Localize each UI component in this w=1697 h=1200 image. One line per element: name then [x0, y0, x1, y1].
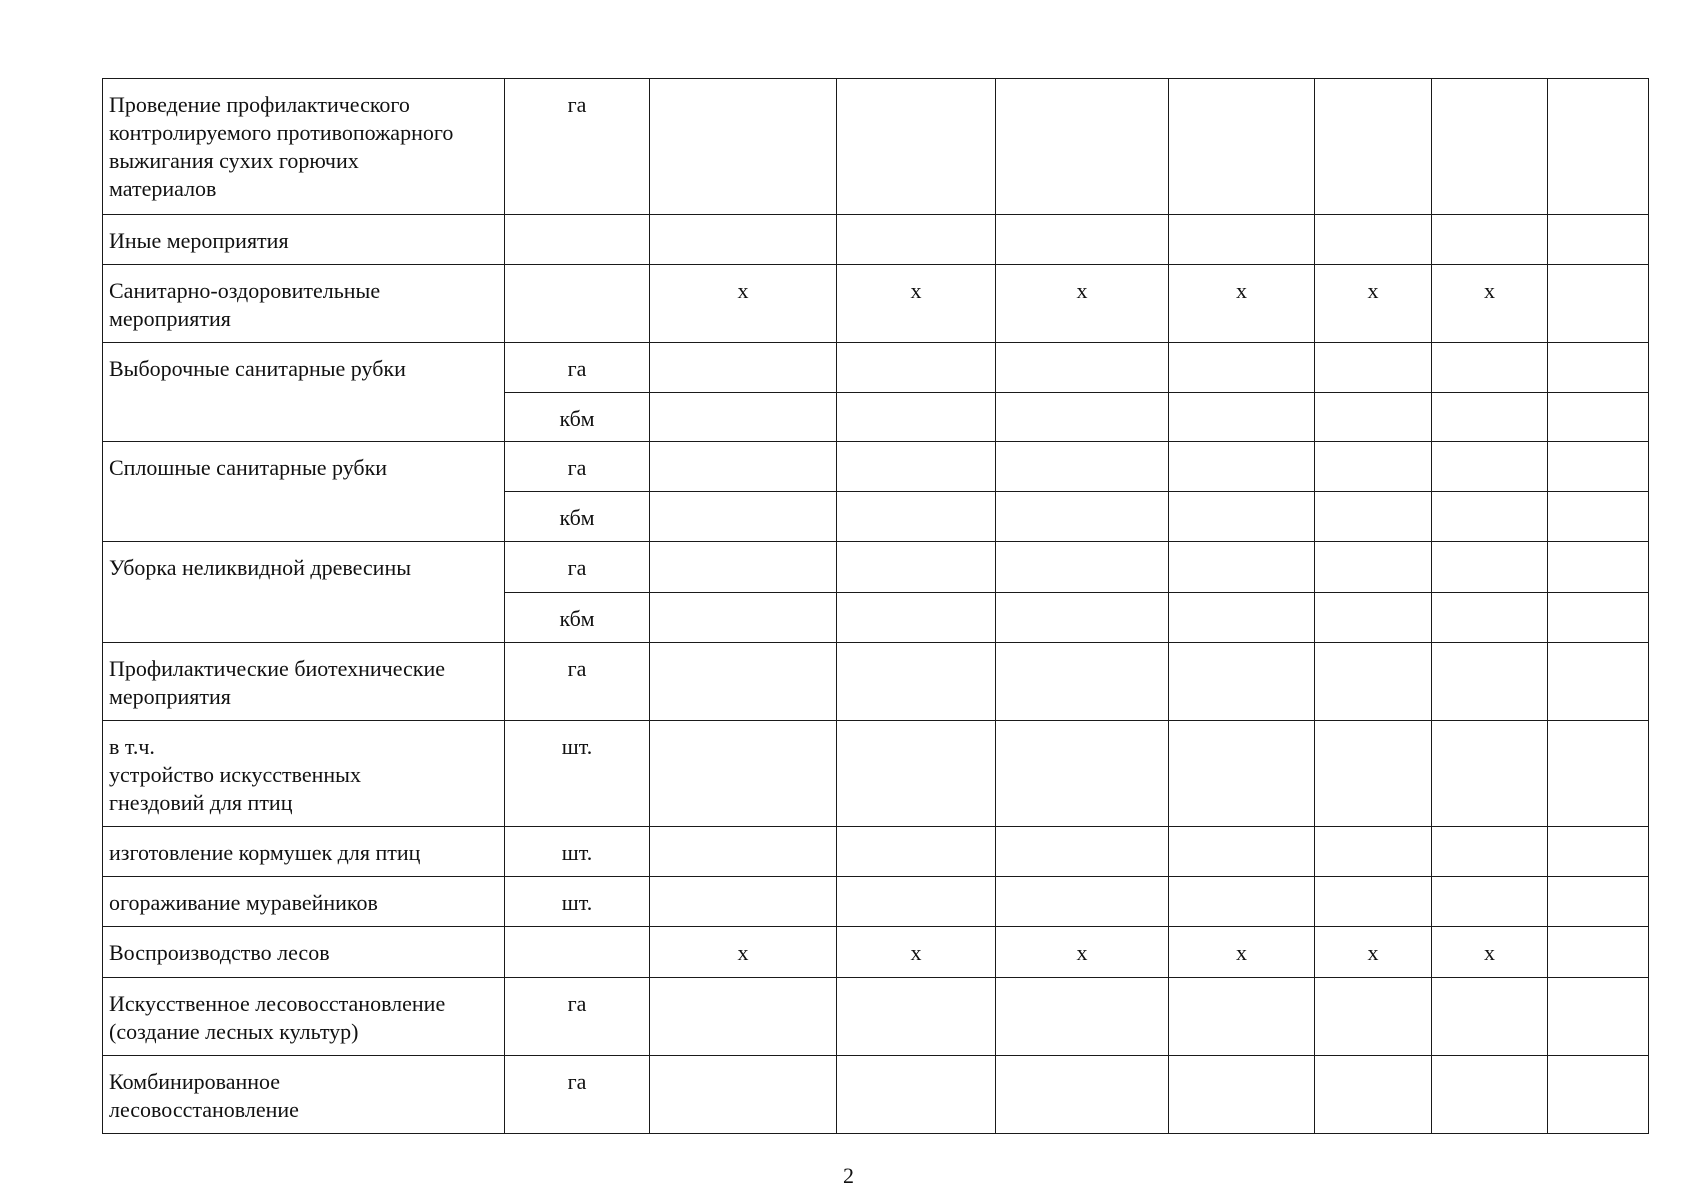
- activity-name: Комбинированное лесовосстановление: [109, 1069, 299, 1122]
- value-cell: х: [837, 265, 996, 343]
- activity-name: Сплошные санитарные рубки: [109, 455, 388, 480]
- value-cell: [837, 542, 996, 593]
- value-cell: [1315, 215, 1432, 265]
- unit-cell: шт.: [505, 827, 650, 877]
- value-cell: [996, 827, 1169, 877]
- value-cell: [1315, 877, 1432, 927]
- table-row: [103, 265, 1649, 343]
- value-cell: [1169, 593, 1315, 643]
- unit-cell: [505, 927, 650, 978]
- value-cell: [1315, 542, 1432, 593]
- value-cell: [837, 393, 996, 442]
- value-cell: [837, 721, 996, 827]
- table-row: [103, 79, 1649, 215]
- value-cell: [1315, 827, 1432, 877]
- value-cell: [1315, 978, 1432, 1056]
- unit-cell: кбм: [505, 492, 650, 542]
- activity-name: изготовление кормушек для птиц: [109, 840, 421, 865]
- value-cell: [837, 492, 996, 542]
- value-cell: [1548, 393, 1649, 442]
- value-cell: [1432, 1056, 1548, 1134]
- value-cell: [996, 978, 1169, 1056]
- value-cell: [1432, 721, 1548, 827]
- value-cell: [996, 721, 1169, 827]
- value-cell: [1432, 877, 1548, 927]
- value-cell: [996, 343, 1169, 393]
- unit-cell: га: [505, 542, 650, 593]
- value-cell: [1315, 393, 1432, 442]
- value-cell: [1548, 492, 1649, 542]
- value-cell: [837, 1056, 996, 1134]
- unit-cell: шт.: [505, 721, 650, 827]
- value-cell: [837, 442, 996, 492]
- value-cell: [996, 442, 1169, 492]
- value-cell: [1432, 643, 1548, 721]
- value-cell: [650, 643, 837, 721]
- value-cell: [837, 643, 996, 721]
- value-cell: х: [1432, 265, 1548, 343]
- activity-name-cell: [103, 1056, 505, 1134]
- activity-name-cell: [103, 827, 505, 877]
- table-row: [103, 927, 1649, 978]
- value-cell: [650, 492, 837, 542]
- value-cell: х: [1315, 927, 1432, 978]
- table-row: [103, 877, 1649, 927]
- value-cell: [996, 79, 1169, 215]
- unit-cell: шт.: [505, 877, 650, 927]
- value-cell: [1169, 492, 1315, 542]
- value-cell: [837, 215, 996, 265]
- value-cell: [1548, 542, 1649, 593]
- table-row: [103, 442, 1649, 492]
- value-cell: [1548, 643, 1649, 721]
- activity-name-cell: [103, 927, 505, 978]
- unit-cell: кбм: [505, 593, 650, 643]
- value-cell: [1432, 978, 1548, 1056]
- activity-name-cell: [103, 265, 505, 343]
- value-cell: [1315, 79, 1432, 215]
- value-cell: [650, 442, 837, 492]
- value-cell: [1315, 492, 1432, 542]
- value-cell: х: [837, 927, 996, 978]
- value-cell: х: [1169, 265, 1315, 343]
- activity-name: в т.ч. устройство искусственных гнездовий для птиц: [109, 734, 361, 815]
- value-cell: [996, 542, 1169, 593]
- value-cell: [650, 721, 837, 827]
- activity-name-cell: [103, 877, 505, 927]
- unit-cell: кбм: [505, 393, 650, 442]
- value-cell: [837, 978, 996, 1056]
- value-cell: [837, 877, 996, 927]
- value-cell: [1169, 978, 1315, 1056]
- value-cell: [1315, 343, 1432, 393]
- activity-name-cell: [103, 79, 505, 215]
- table-row: [103, 343, 1649, 393]
- value-cell: [1315, 721, 1432, 827]
- value-cell: [1548, 593, 1649, 643]
- value-cell: [1315, 442, 1432, 492]
- unit-cell: га: [505, 643, 650, 721]
- activity-name: Выборочные санитарные рубки: [109, 356, 406, 381]
- value-cell: х: [1169, 927, 1315, 978]
- value-cell: [1169, 542, 1315, 593]
- activity-name: Профилактические биотехнические мероприятия: [109, 656, 445, 709]
- value-cell: [1169, 877, 1315, 927]
- value-cell: [1169, 79, 1315, 215]
- value-cell: [996, 1056, 1169, 1134]
- value-cell: [650, 393, 837, 442]
- value-cell: х: [650, 927, 837, 978]
- value-cell: [650, 1056, 837, 1134]
- value-cell: [1169, 827, 1315, 877]
- value-cell: [1548, 721, 1649, 827]
- table-row: [103, 542, 1649, 593]
- value-cell: х: [996, 927, 1169, 978]
- value-cell: [1432, 393, 1548, 442]
- value-cell: х: [996, 265, 1169, 343]
- value-cell: [650, 978, 837, 1056]
- value-cell: [1315, 593, 1432, 643]
- value-cell: [1432, 343, 1548, 393]
- value-cell: [650, 343, 837, 393]
- value-cell: [837, 79, 996, 215]
- value-cell: [996, 877, 1169, 927]
- value-cell: [1169, 721, 1315, 827]
- value-cell: [650, 215, 837, 265]
- value-cell: [1432, 215, 1548, 265]
- unit-cell: га: [505, 442, 650, 492]
- value-cell: [996, 593, 1169, 643]
- value-cell: х: [1432, 927, 1548, 978]
- value-cell: [1548, 343, 1649, 393]
- value-cell: [837, 593, 996, 643]
- value-cell: [650, 877, 837, 927]
- activity-name: Проведение профилактического контролируемого противопожарного выжигания сухих горючих материалов: [109, 92, 454, 201]
- table-row: [103, 215, 1649, 265]
- table-row: [103, 1056, 1649, 1134]
- activity-name-cell: [103, 343, 505, 442]
- value-cell: [1548, 1056, 1649, 1134]
- value-cell: [1432, 492, 1548, 542]
- unit-cell: га: [505, 978, 650, 1056]
- value-cell: [1548, 827, 1649, 877]
- unit-cell: [505, 215, 650, 265]
- activity-name-cell: [103, 215, 505, 265]
- value-cell: [1432, 827, 1548, 877]
- activity-name-cell: [103, 542, 505, 643]
- page-number: 2: [843, 1163, 854, 1188]
- activity-name: Уборка неликвидной древесины: [109, 555, 412, 580]
- value-cell: [837, 343, 996, 393]
- table-row: [103, 978, 1649, 1056]
- value-cell: [996, 215, 1169, 265]
- activity-name: Воспроизводство лесов: [109, 940, 330, 965]
- value-cell: [650, 593, 837, 643]
- value-cell: х: [650, 265, 837, 343]
- activity-name-cell: [103, 442, 505, 542]
- value-cell: [996, 643, 1169, 721]
- unit-cell: га: [505, 343, 650, 393]
- value-cell: [1548, 877, 1649, 927]
- activity-name-cell: [103, 978, 505, 1056]
- value-cell: [1169, 643, 1315, 721]
- table-row: [103, 827, 1649, 877]
- value-cell: [1169, 442, 1315, 492]
- value-cell: [650, 79, 837, 215]
- activity-name: Санитарно-оздоровительные мероприятия: [109, 278, 381, 331]
- activity-name-cell: [103, 721, 505, 827]
- activity-name: огораживание муравейников: [109, 890, 378, 915]
- value-cell: [1169, 393, 1315, 442]
- value-cell: [837, 827, 996, 877]
- value-cell: [1548, 442, 1649, 492]
- table-row: [103, 721, 1649, 827]
- value-cell: [1315, 643, 1432, 721]
- value-cell: [1432, 79, 1548, 215]
- value-cell: [1548, 265, 1649, 343]
- value-cell: [1432, 542, 1548, 593]
- unit-cell: га: [505, 1056, 650, 1134]
- value-cell: [996, 492, 1169, 542]
- value-cell: [1548, 978, 1649, 1056]
- activity-name-cell: [103, 643, 505, 721]
- value-cell: [1548, 79, 1649, 215]
- activities-table: [102, 78, 1649, 1134]
- value-cell: [1548, 927, 1649, 978]
- value-cell: [650, 827, 837, 877]
- value-cell: х: [1315, 265, 1432, 343]
- value-cell: [1548, 215, 1649, 265]
- table-row: [103, 643, 1649, 721]
- value-cell: [1169, 215, 1315, 265]
- table-body: [103, 79, 1649, 1134]
- value-cell: [1432, 442, 1548, 492]
- value-cell: [650, 542, 837, 593]
- unit-cell: га: [505, 79, 650, 215]
- value-cell: [996, 393, 1169, 442]
- value-cell: [1169, 343, 1315, 393]
- unit-cell: [505, 265, 650, 343]
- activity-name: Искусственное лесовосстановление (создание лесных культур): [109, 991, 446, 1044]
- value-cell: [1315, 1056, 1432, 1134]
- value-cell: [1432, 593, 1548, 643]
- value-cell: [1169, 1056, 1315, 1134]
- activity-name: Иные мероприятия: [109, 228, 289, 253]
